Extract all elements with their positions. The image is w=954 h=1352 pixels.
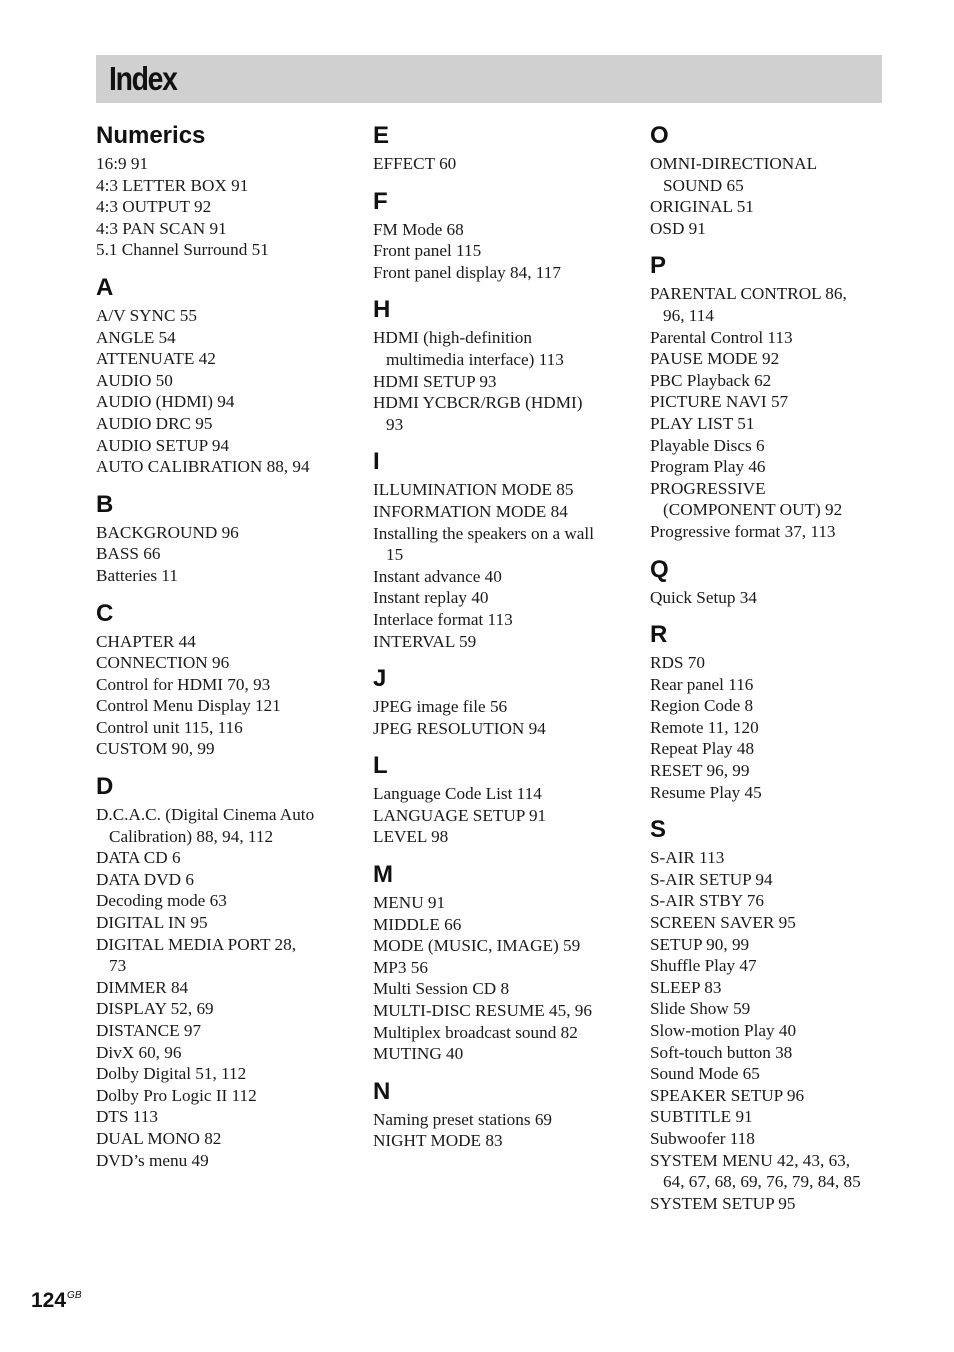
index-entry: Dolby Pro Logic II 112: [96, 1085, 257, 1105]
index-entry: Region Code 8: [650, 696, 754, 716]
index-section: [373, 860, 635, 1065]
index-entry: OMNI-DIRECTIONAL SOUND 65: [650, 154, 818, 195]
section-heading: N: [373, 1077, 391, 1105]
index-section: [96, 599, 358, 761]
index-entry-list: [650, 283, 900, 542]
index-entry-list: [96, 804, 358, 1171]
section-heading: F: [373, 187, 388, 215]
index-entry: Resume Play 45: [650, 782, 762, 802]
index-entry: DIMMER 84: [96, 977, 189, 997]
index-entry: LEVEL 98: [373, 827, 449, 847]
index-entry: Control Menu Display 121: [96, 696, 281, 716]
index-column-1: [96, 121, 358, 1171]
index-section: [373, 295, 635, 435]
index-entry-list: [96, 522, 358, 587]
index-entry: Rear panel 116: [650, 674, 754, 694]
index-entry: ORIGINAL 51: [650, 197, 754, 217]
index-entry-list: [373, 479, 635, 652]
index-entry: INTERVAL 59: [373, 631, 477, 651]
index-entry: DATA DVD 6: [96, 869, 194, 889]
index-entry: DATA CD 6: [96, 848, 181, 868]
index-entry: LANGUAGE SETUP 91: [373, 805, 547, 825]
index-section: [373, 1077, 635, 1152]
index-entry: AUDIO DRC 95: [96, 413, 213, 433]
index-entry-list: [373, 327, 635, 435]
index-column-2: [373, 121, 635, 1152]
index-entry: RDS 70: [650, 653, 705, 673]
page-title: Index: [109, 60, 177, 97]
index-entry: DTS 113: [96, 1107, 158, 1127]
index-entry: Dolby Digital 51, 112: [96, 1064, 247, 1084]
index-entry: ANGLE 54: [96, 327, 176, 347]
index-entry: PAUSE MODE 92: [650, 349, 780, 369]
index-entry: DISTANCE 97: [96, 1021, 202, 1040]
index-entry: AUTO CALIBRATION 88, 94: [96, 457, 310, 477]
index-section: [373, 751, 635, 848]
index-entry: MULTI-DISC RESUME 45, 96: [373, 1001, 592, 1021]
section-heading: B: [96, 490, 114, 518]
index-entry: Multi Session CD 8: [373, 979, 510, 999]
index-entry: CUSTOM 90, 99: [96, 739, 215, 759]
index-entry-list: [650, 847, 900, 1214]
page-number-suffix: GB: [67, 1290, 82, 1301]
index-entry: PLAY LIST 51: [650, 413, 755, 433]
page-number-value: 124: [31, 1289, 67, 1312]
index-entry: SUBTITLE 91: [650, 1107, 753, 1127]
index-entry: SCREEN SAVER 95: [650, 913, 796, 933]
section-heading: E: [373, 122, 390, 149]
index-entry: PBC Playback 62: [650, 370, 772, 390]
index-entry: Decoding mode 63: [96, 891, 227, 911]
index-entry: 4:3 LETTER BOX 91: [96, 175, 249, 195]
index-entry: Batteries 11: [96, 565, 178, 585]
index-entry: HDMI SETUP 93: [373, 371, 497, 391]
section-heading: A: [96, 273, 114, 301]
index-entry: Instant replay 40: [373, 588, 489, 608]
section-heading: P: [650, 252, 667, 280]
index-section: [650, 555, 900, 609]
index-section: [373, 664, 635, 739]
index-section: [373, 187, 635, 284]
index-entry: DivX 60, 96: [96, 1042, 182, 1062]
index-entry: CHAPTER 44: [96, 631, 196, 651]
index-entry: HDMI (high-definition multimedia interface) 113: [373, 328, 564, 369]
index-entry: BACKGROUND 96: [96, 522, 239, 542]
section-heading: L: [373, 752, 388, 780]
index-entry: Progressive format 37, 113: [650, 521, 836, 541]
index-entry-list: [373, 892, 635, 1065]
index-entry: MP3 56: [373, 957, 428, 977]
index-entry: Sound Mode 65: [650, 1064, 760, 1084]
index-entry: Remote 11, 120: [650, 717, 759, 737]
section-heading: Q: [650, 555, 669, 583]
index-entry: Multiplex broadcast sound 82: [373, 1022, 578, 1042]
index-entry: PICTURE NAVI 57: [650, 392, 789, 412]
index-entry: RESET 96, 99: [650, 761, 750, 781]
index-section: [650, 251, 900, 542]
index-entry: SLEEP 83: [650, 977, 722, 997]
page-number: [31, 1283, 82, 1314]
index-entry: PARENTAL CONTROL 86, 96, 114: [650, 284, 847, 325]
index-entry: A/V SYNC 55: [96, 305, 197, 325]
index-entry-list: [373, 783, 635, 848]
section-heading: H: [373, 296, 391, 324]
index-entry: S-AIR 113: [650, 848, 725, 868]
index-entry: Parental Control 113: [650, 327, 793, 347]
index-entry-list: [650, 652, 900, 803]
index-title-bar: [96, 55, 882, 103]
index-entry: Front panel 115: [373, 241, 482, 261]
index-entry-list: [96, 153, 358, 261]
index-entry: MIDDLE 66: [373, 914, 462, 934]
index-entry: Subwoofer 118: [650, 1128, 755, 1148]
index-entry: S-AIR SETUP 94: [650, 869, 773, 889]
index-section: [96, 490, 358, 587]
index-section: [96, 772, 358, 1171]
index-entry: DIGITAL MEDIA PORT 28, 73: [96, 934, 297, 976]
section-heading: M: [373, 861, 393, 889]
section-heading: J: [373, 665, 387, 693]
index-entry: ATTENUATE 42: [96, 349, 216, 369]
index-entry-list: [650, 153, 900, 239]
index-entry: SYSTEM MENU 42, 43, 63, 64, 67, 68, 69, 76, 79, 84, 85: [650, 1150, 861, 1192]
index-entry-list: [373, 696, 635, 739]
index-entry: Slow-motion Play 40: [650, 1021, 797, 1040]
index-entry: FM Mode 68: [373, 219, 464, 239]
index-entry: JPEG image file 56: [373, 697, 508, 717]
index-entry: MENU 91: [373, 893, 446, 913]
index-entry: Program Play 46: [650, 457, 766, 477]
index-entry: JPEG RESOLUTION 94: [373, 718, 546, 738]
index-entry: 16:9 91: [96, 154, 149, 173]
index-entry-list: [373, 1109, 635, 1152]
index-entry: SPEAKER SETUP 96: [650, 1085, 805, 1105]
index-section: [96, 273, 358, 478]
index-entry: SETUP 90, 99: [650, 934, 750, 954]
index-entry-list: [373, 219, 635, 284]
index-entry: NIGHT MODE 83: [373, 1131, 503, 1151]
index-entry: OSD 91: [650, 218, 706, 238]
index-entry: INFORMATION MODE 84: [373, 501, 568, 521]
section-heading: S: [650, 816, 667, 844]
index-entry: Naming preset stations 69: [373, 1109, 553, 1129]
index-entry-list: [373, 153, 635, 175]
index-section: [650, 815, 900, 1214]
index-entry-list: [96, 631, 358, 761]
section-heading: R: [650, 621, 668, 649]
index-entry: AUDIO 50: [96, 370, 173, 390]
index-section: [96, 121, 358, 261]
index-entry: Slide Show 59: [650, 999, 751, 1019]
index-entry: CONNECTION 96: [96, 653, 230, 673]
index-column-3: [650, 121, 900, 1214]
index-entry-list: [96, 305, 358, 478]
index-entry: Shuffle Play 47: [650, 956, 757, 976]
index-entry: 5.1 Channel Surround 51: [96, 240, 269, 260]
index-entry: PROGRESSIVE (COMPONENT OUT) 92: [650, 478, 843, 520]
index-entry: Repeat Play 48: [650, 739, 755, 759]
section-heading: I: [373, 448, 380, 476]
index-entry: ILLUMINATION MODE 85: [373, 480, 574, 500]
section-heading: D: [96, 773, 114, 801]
index-section: [373, 447, 635, 652]
index-entry: Language Code List 114: [373, 784, 542, 804]
index-entry: Control unit 115, 116: [96, 717, 243, 737]
index-entry: Control for HDMI 70, 93: [96, 674, 271, 694]
index-entry-list: [650, 587, 900, 609]
index-entry: 4:3 OUTPUT 92: [96, 197, 212, 217]
section-heading: O: [650, 122, 669, 149]
index-entry: Playable Discs 6: [650, 435, 765, 455]
index-entry: Instant advance 40: [373, 566, 502, 586]
index-entry: D.C.A.C. (Digital Cinema Auto Calibration) 88, 94, 112: [96, 805, 315, 846]
index-entry: BASS 66: [96, 544, 161, 564]
index-entry: AUDIO SETUP 94: [96, 435, 230, 455]
index-entry: Interlace format 113: [373, 609, 513, 629]
index-entry: 4:3 PAN SCAN 91: [96, 218, 227, 238]
section-heading: C: [96, 599, 114, 627]
index-entry: HDMI YCBCR/RGB (HDMI) 93: [373, 393, 583, 434]
index-section: [650, 121, 900, 239]
index-entry: DUAL MONO 82: [96, 1128, 222, 1148]
index-entry: S-AIR STBY 76: [650, 891, 764, 911]
index-entry: SYSTEM SETUP 95: [650, 1193, 796, 1213]
index-entry: AUDIO (HDMI) 94: [96, 392, 235, 412]
section-heading: Numerics: [96, 122, 206, 149]
index-entry: DISPLAY 52, 69: [96, 999, 214, 1019]
index-entry: DIGITAL IN 95: [96, 913, 208, 933]
index-section: [373, 121, 635, 175]
index-entry: DVD’s menu 49: [96, 1150, 209, 1170]
index-entry: Quick Setup 34: [650, 587, 757, 607]
index-entry: Installing the speakers on a wall 15: [373, 523, 594, 565]
index-section: [650, 620, 900, 803]
index-entry: EFFECT 60: [373, 154, 457, 173]
index-entry: MUTING 40: [373, 1044, 464, 1064]
index-entry: Front panel display 84, 117: [373, 262, 561, 282]
index-entry: Soft-touch button 38: [650, 1042, 793, 1062]
index-entry: MODE (MUSIC, IMAGE) 59: [373, 936, 581, 956]
